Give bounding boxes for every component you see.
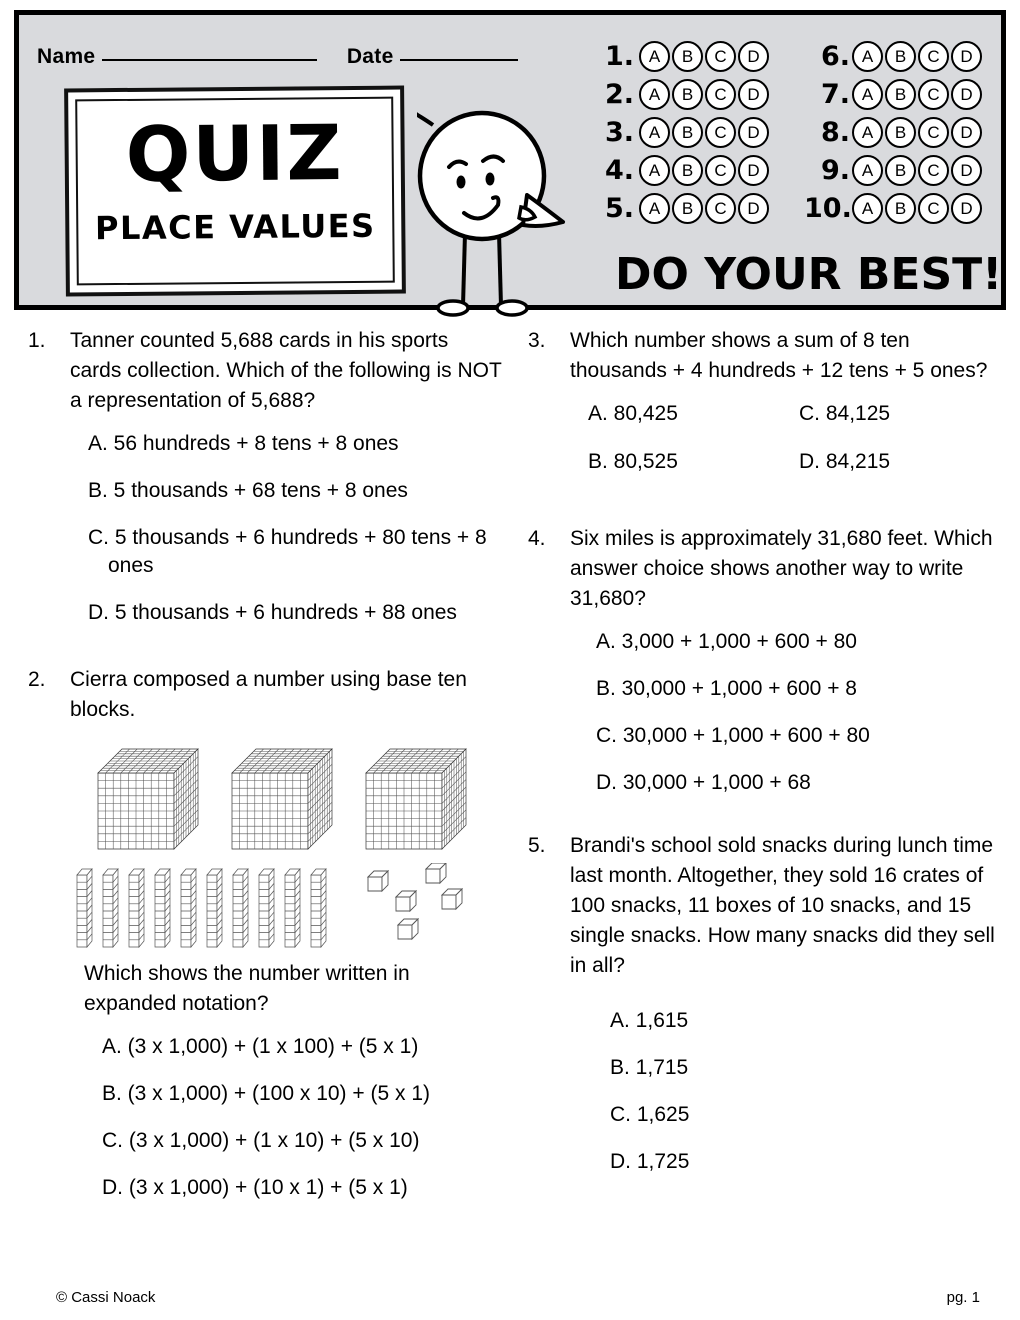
- quiz-title: QUIZ: [125, 108, 344, 199]
- question-number: 4.: [528, 527, 546, 550]
- choice-b[interactable]: B. (3 x 1,000) + (100 x 10) + (5 x 1): [102, 1082, 430, 1105]
- bubble-row[interactable]: [804, 189, 1001, 227]
- bubble-row[interactable]: [804, 75, 1001, 113]
- ten-rod: [258, 867, 275, 949]
- question-columns: [0, 326, 1020, 1208]
- question-column-left: [0, 326, 510, 1208]
- choice-b[interactable]: B. 30,000 + 1,000 + 600 + 8: [596, 677, 857, 700]
- choice-a[interactable]: A. 1,615: [610, 1009, 689, 1032]
- bubble-row[interactable]: [597, 37, 794, 75]
- bubble-row-number: 1.: [604, 40, 634, 72]
- ten-rod: [284, 867, 301, 949]
- choice-grid: [570, 400, 1010, 496]
- bubble-row[interactable]: [804, 151, 1001, 189]
- character-svg: [417, 103, 582, 318]
- cartoon-character-illustration: [417, 103, 582, 318]
- bubble-row-number: 2.: [604, 78, 634, 110]
- unit-cube: [398, 919, 418, 939]
- bubble-option-c[interactable]: C: [918, 117, 949, 148]
- unit-cube: [426, 863, 446, 883]
- question-4: [528, 524, 1010, 797]
- name-label: Name: [37, 45, 96, 68]
- bubble-option-d[interactable]: D: [951, 41, 982, 72]
- bubble-option-d[interactable]: D: [738, 79, 769, 110]
- bubble-option-c[interactable]: C: [705, 41, 736, 72]
- question-1: [28, 326, 502, 627]
- bubble-option-c[interactable]: C: [705, 117, 736, 148]
- question-stem: Brandi's school sold snacks during lunch time last month. Altogether, they sold 16 crates of 100 snacks, 11 boxes of 10 snacks, and 15 single snacks. How many snacks did they sell in all?: [570, 834, 995, 977]
- question-number: 3.: [528, 329, 546, 352]
- quiz-header-banner: [14, 10, 1006, 310]
- thousand-cube: [96, 745, 204, 853]
- thousand-cube: [230, 745, 338, 853]
- bubble-option-b[interactable]: B: [672, 41, 703, 72]
- bubble-option-c[interactable]: C: [918, 193, 949, 224]
- choice-c[interactable]: C. 5 thousands + 6 hundreds + 80 tens + 8 ones: [88, 526, 487, 577]
- character-right-foot: [497, 301, 527, 315]
- ten-rod: [102, 867, 119, 949]
- character-right-leg: [499, 233, 501, 306]
- bubble-option-b[interactable]: B: [885, 117, 916, 148]
- ten-rod: [206, 867, 223, 949]
- bubble-option-a[interactable]: A: [852, 155, 883, 186]
- ten-rod: [180, 867, 197, 949]
- name-date-line: [37, 45, 577, 69]
- answer-bubble-sheet[interactable]: [597, 37, 1001, 227]
- character-left-leg: [463, 233, 465, 306]
- choice-c[interactable]: C. (3 x 1,000) + (1 x 10) + (5 x 10): [102, 1129, 420, 1152]
- bubble-option-a[interactable]: A: [852, 79, 883, 110]
- choice-d[interactable]: D. 30,000 + 1,000 + 68: [596, 771, 811, 794]
- question-body: [570, 524, 1010, 797]
- bubble-option-b[interactable]: B: [672, 193, 703, 224]
- choice-c[interactable]: C. 1,625: [610, 1103, 690, 1126]
- bubble-option-d[interactable]: D: [951, 193, 982, 224]
- bubble-option-b[interactable]: B: [885, 155, 916, 186]
- bubble-option-c[interactable]: C: [705, 155, 736, 186]
- bubble-option-c[interactable]: C: [705, 79, 736, 110]
- ten-rod: [310, 867, 327, 949]
- ones-units-svg: [366, 863, 476, 943]
- bubble-option-a[interactable]: A: [639, 193, 670, 224]
- choice-a[interactable]: A. 56 hundreds + 8 tens + 8 ones: [88, 432, 399, 455]
- bubble-row[interactable]: [597, 151, 794, 189]
- choice-d[interactable]: D. 5 thousands + 6 hundreds + 88 ones: [88, 601, 457, 624]
- question-3: [528, 326, 1010, 496]
- question-followup: Which shows the number written in expanded notation?: [84, 962, 410, 1015]
- page-number: pg. 1: [946, 1289, 980, 1306]
- bubble-row-number: 10.: [804, 192, 852, 224]
- character-right-eye: [486, 173, 495, 186]
- bubble-row-number: 3.: [604, 116, 634, 148]
- unit-cube: [396, 891, 416, 911]
- bubble-row[interactable]: [597, 113, 794, 151]
- bubble-option-b[interactable]: B: [885, 41, 916, 72]
- bubble-row[interactable]: [804, 37, 1001, 75]
- bubble-row[interactable]: [804, 113, 1001, 151]
- choice-d[interactable]: D. (3 x 1,000) + (10 x 1) + (5 x 1): [102, 1176, 408, 1199]
- bubble-row-number: 8.: [820, 116, 850, 148]
- question-stem: Which number shows a sum of 8 ten thousands + 4 hundreds + 12 tens + 5 ones?: [570, 329, 988, 382]
- question-number: 2.: [28, 668, 46, 691]
- question-5: [528, 831, 1010, 1176]
- choice-d[interactable]: D. 84,215: [799, 450, 891, 473]
- question-number: 5.: [528, 834, 546, 857]
- bubble-row-number: 7.: [820, 78, 850, 110]
- ten-rod: [232, 867, 249, 949]
- copyright-notice: © Cassi Noack: [56, 1289, 156, 1306]
- bubble-option-b[interactable]: B: [885, 193, 916, 224]
- question-stem: Cierra composed a number using base ten blocks.: [70, 668, 467, 721]
- whiteboard-surface: [75, 97, 395, 286]
- choice-a[interactable]: A. (3 x 1,000) + (1 x 100) + (5 x 1): [102, 1035, 419, 1058]
- bubble-option-c[interactable]: C: [918, 41, 949, 72]
- bubble-row-number: 5.: [604, 192, 634, 224]
- bubble-column-right: [804, 37, 1001, 227]
- choice-c[interactable]: C. 30,000 + 1,000 + 600 + 80: [596, 724, 870, 747]
- bubble-option-c[interactable]: C: [705, 193, 736, 224]
- choice-b[interactable]: B. 1,715: [610, 1056, 689, 1079]
- bubble-option-d[interactable]: D: [738, 155, 769, 186]
- ten-rod: [128, 867, 145, 949]
- ten-rod: [154, 867, 171, 949]
- base-ten-blocks-diagram: [70, 745, 500, 945]
- thousands-cubes-group: [70, 745, 500, 853]
- ten-rod: [76, 867, 93, 949]
- question-body: [570, 831, 1010, 1176]
- bubble-option-a[interactable]: A: [639, 79, 670, 110]
- choice-list: [570, 1007, 1010, 1176]
- unit-cube: [442, 889, 462, 909]
- question-stem: Tanner counted 5,688 cards in his sports cards collection. Which of the following is NOT a representation of 5,688?: [70, 329, 502, 412]
- bubble-option-d[interactable]: D: [951, 117, 982, 148]
- bubble-option-c[interactable]: C: [918, 79, 949, 110]
- choice-list: [70, 1033, 502, 1202]
- quiz-subject: PLACE VALUES: [94, 206, 376, 248]
- bubble-option-c[interactable]: C: [918, 155, 949, 186]
- choice-a[interactable]: A. 3,000 + 1,000 + 600 + 80: [596, 630, 857, 653]
- character-left-eye: [457, 176, 466, 189]
- bubble-row[interactable]: [597, 189, 794, 227]
- bubble-option-d[interactable]: D: [951, 79, 982, 110]
- choice-b[interactable]: B. 80,525: [588, 450, 678, 473]
- choice-list: [70, 430, 502, 627]
- character-left-foot: [438, 301, 468, 315]
- date-write-in-line[interactable]: [400, 59, 518, 61]
- date-label: Date: [346, 45, 394, 68]
- choice-d[interactable]: D. 1,725: [610, 1150, 690, 1173]
- bubble-row-number: 6.: [820, 40, 850, 72]
- ones-units-group: [366, 863, 476, 943]
- whiteboard: [64, 86, 406, 297]
- bubble-option-a[interactable]: A: [639, 155, 670, 186]
- bubble-option-b[interactable]: B: [885, 79, 916, 110]
- bubble-option-d[interactable]: D: [738, 117, 769, 148]
- choice-a[interactable]: A. 80,425: [588, 402, 678, 425]
- bubble-column-left: [597, 37, 794, 227]
- question-column-right: [510, 326, 1020, 1208]
- bubble-option-d[interactable]: D: [738, 193, 769, 224]
- page-footer: [0, 1289, 1020, 1306]
- bubble-option-a[interactable]: A: [852, 41, 883, 72]
- question-number: 1.: [28, 329, 46, 352]
- bubble-option-a[interactable]: A: [852, 193, 883, 224]
- question-2: [28, 665, 502, 1202]
- character-arm: [417, 113, 433, 125]
- thousand-cube: [364, 745, 472, 853]
- choice-b[interactable]: B. 5 thousands + 68 tens + 8 ones: [88, 479, 408, 502]
- question-body: [70, 326, 502, 627]
- bubble-option-b[interactable]: B: [672, 79, 703, 110]
- bubble-row-number: 4.: [604, 154, 634, 186]
- bubble-option-a[interactable]: A: [852, 117, 883, 148]
- bubble-row-number: 9.: [820, 154, 850, 186]
- bubble-option-b[interactable]: B: [672, 117, 703, 148]
- name-write-in-line[interactable]: [102, 59, 317, 61]
- encouragement-text: DO YOUR BEST!: [615, 249, 1003, 300]
- question-body: [70, 665, 502, 1202]
- choice-c[interactable]: C. 84,125: [799, 402, 891, 425]
- bubble-option-a[interactable]: A: [639, 41, 670, 72]
- bubble-option-d[interactable]: D: [738, 41, 769, 72]
- choice-list: [570, 628, 1010, 797]
- bubble-option-d[interactable]: D: [951, 155, 982, 186]
- question-body: [570, 326, 1010, 496]
- bubble-option-b[interactable]: B: [672, 155, 703, 186]
- unit-cube: [368, 871, 388, 891]
- bubble-row[interactable]: [597, 75, 794, 113]
- question-stem: Six miles is approximately 31,680 feet. Which answer choice shows another way to write 31,680?: [570, 527, 993, 610]
- bubble-option-a[interactable]: A: [639, 117, 670, 148]
